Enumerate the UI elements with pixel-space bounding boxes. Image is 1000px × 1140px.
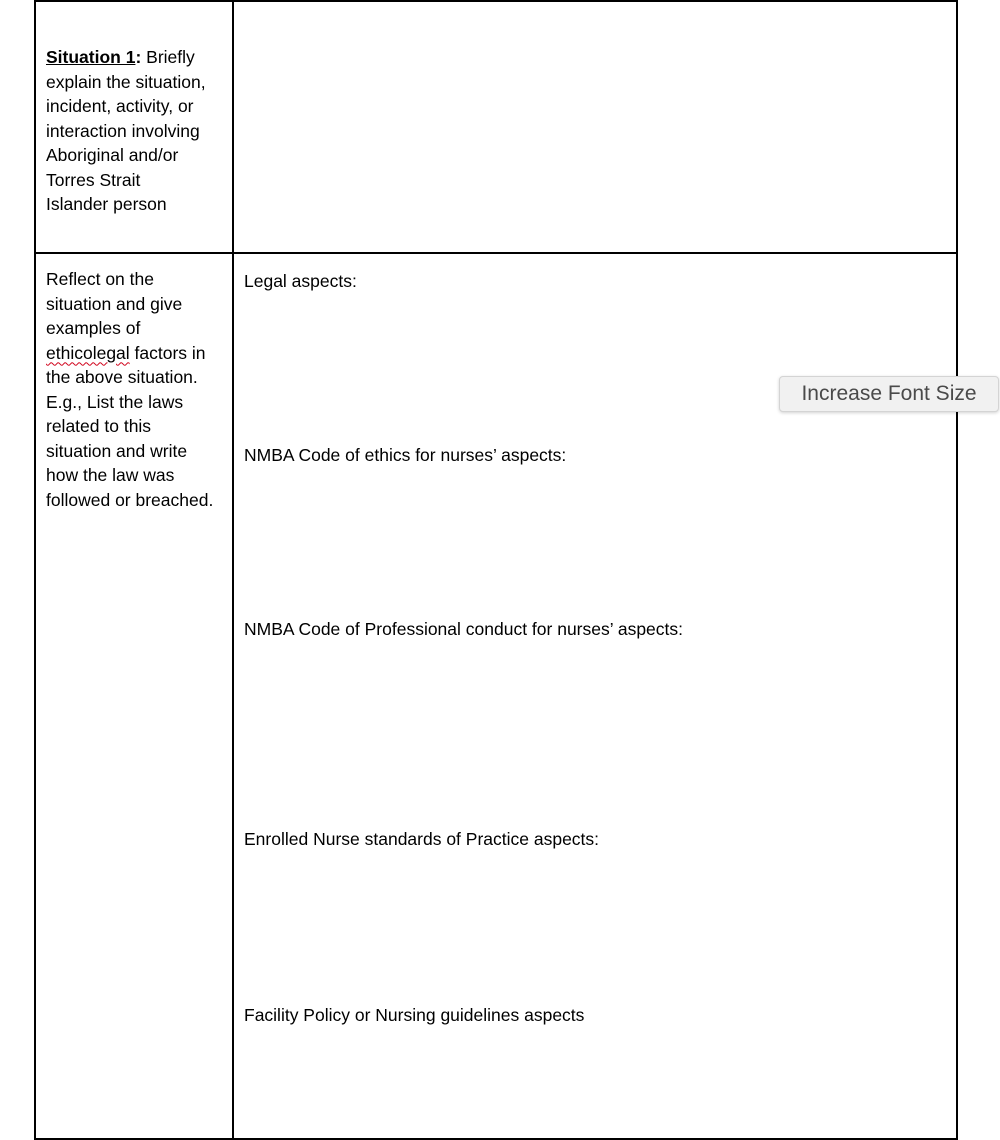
reflect-line: E.g., List the laws bbox=[46, 391, 184, 412]
reflect-line: the above situation. bbox=[46, 367, 198, 387]
situation-colon: : bbox=[135, 47, 142, 67]
situation-line: Torres Strait bbox=[46, 169, 141, 190]
column-divider bbox=[232, 0, 234, 1140]
reflect-line-rest: factors in bbox=[129, 342, 206, 363]
situation-first-line bbox=[46, 45, 228, 70]
situation-line: interaction involving bbox=[46, 120, 200, 141]
ethics-aspects-heading: NMBA Code of ethics for nurses’ aspects: bbox=[244, 445, 567, 465]
increase-font-size-tooltip: Increase Font Size bbox=[779, 376, 999, 412]
situation-label: Situation 1 bbox=[46, 47, 136, 67]
reflect-line: situation and write bbox=[46, 440, 188, 461]
situation-prompt bbox=[46, 45, 228, 217]
facility-policy-aspects-heading: Facility Policy or Nursing guidelines aspects bbox=[244, 1005, 585, 1025]
reflect-line: related to this bbox=[46, 416, 152, 436]
legal-aspects-heading: Legal aspects: bbox=[244, 271, 357, 291]
situation-line: explain the situation, bbox=[46, 71, 206, 92]
reflect-line bbox=[46, 341, 228, 366]
reflect-line: how the law was bbox=[46, 465, 175, 485]
row-divider bbox=[34, 252, 958, 254]
situation-line: Islander person bbox=[46, 194, 167, 214]
situation-line: incident, activity, or bbox=[46, 96, 194, 116]
reflect-line: situation and give bbox=[46, 293, 183, 314]
spellcheck-word[interactable]: ethicolegal bbox=[46, 342, 130, 363]
reflect-line: Reflect on the bbox=[46, 269, 154, 289]
situation-line: Aboriginal and/or bbox=[46, 145, 179, 165]
enrolled-nurse-aspects-heading: Enrolled Nurse standards of Practice aspects: bbox=[244, 829, 600, 849]
reflect-line: examples of bbox=[46, 318, 141, 338]
conduct-aspects-heading: NMBA Code of Professional conduct for nurses’ aspects: bbox=[244, 619, 684, 639]
reflect-prompt bbox=[46, 267, 228, 512]
situation-line-rest: Briefly bbox=[141, 47, 195, 67]
reflect-line: followed or breached. bbox=[46, 489, 214, 510]
